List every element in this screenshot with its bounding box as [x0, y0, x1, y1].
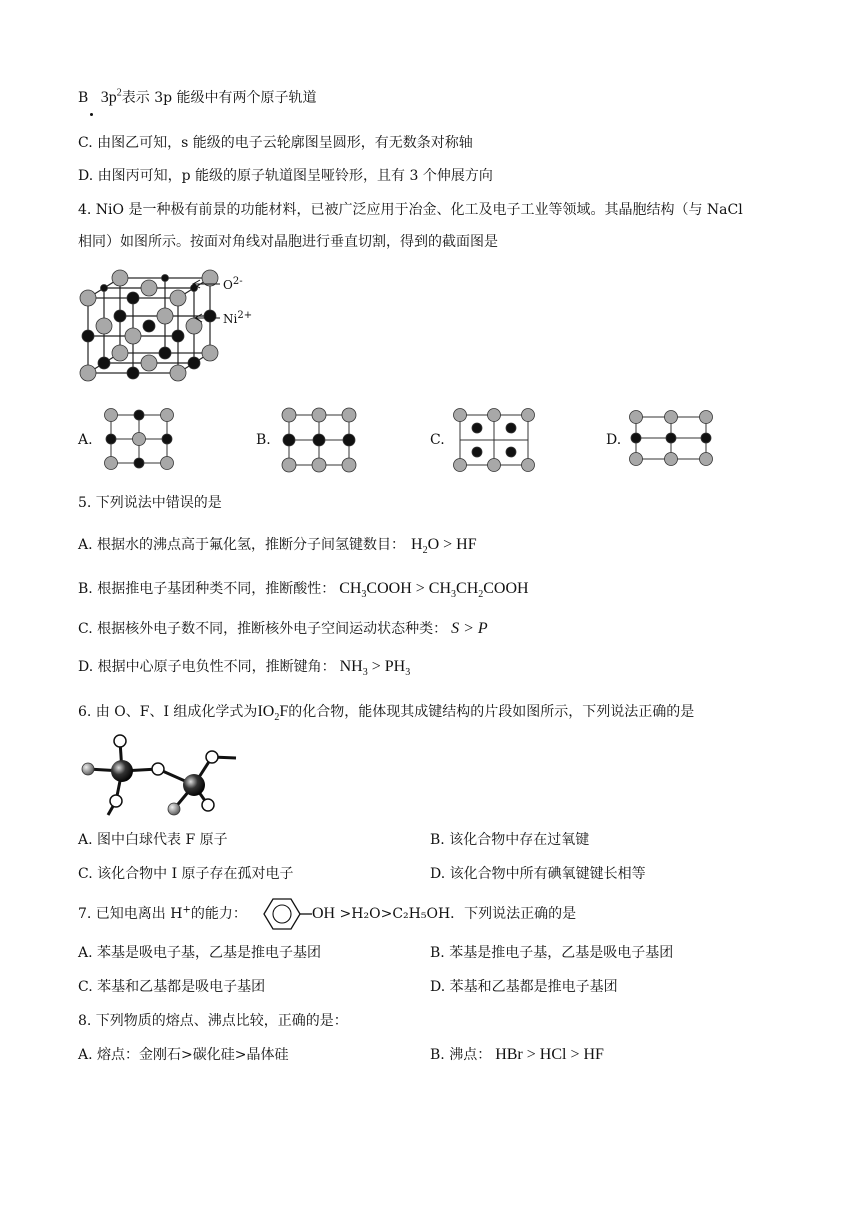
q6-molecule-figure [78, 731, 248, 821]
q8-option-a: A. 熔点：金刚石>碳化硅>晶体硅 [78, 1047, 289, 1063]
q4-option-d-label: D. [606, 432, 622, 448]
benzene-ring-icon [252, 895, 314, 933]
q7-option-a: A. 苯基是吸电子基，乙基是推电子基团 [78, 945, 322, 961]
q5-option-b: B. 根据推电子基团种类不同，推断酸性： $CH_3COOH$ > $CH_3CH_2COOH$ [78, 580, 529, 601]
q4-option-b-figure [281, 407, 357, 473]
q7-stem-tail: OH >H₂O>C₂H₅OH．下列说法正确的是 [312, 905, 577, 922]
q3-b-text: 表示 3p 能级中有两个原子轨道 [121, 90, 317, 106]
q3-option-d: D. 由图丙可知，p 能级的原子轨道图呈哑铃形，且有 3 个伸展方向 [78, 168, 493, 184]
q4-option-d-figure [629, 409, 719, 471]
q6-option-c: C. 该化合物中 I 原子存在孤对电子 [78, 866, 294, 882]
q7-stem: 7. 已知电离出 H+的能力： [78, 904, 247, 922]
q4-option-a-figure [104, 409, 174, 473]
q6-option-b: B. 该化合物中存在过氧键 [430, 832, 590, 848]
q8-option-b: B. 沸点： HBr > HCl > HF [430, 1046, 604, 1063]
q4-option-a-label: A. [78, 432, 93, 448]
q6-option-a: A. 图中白球代表 F 原子 [78, 832, 228, 848]
q8-b-formula: HBr > HCl > HF [495, 1046, 604, 1063]
q5-option-c: C. 根据核外电子数不同，推断核外电子空间运动状态种类： S > P [78, 620, 488, 637]
q4-option-c-figure [453, 409, 535, 473]
q8-stem: 8. 下列物质的熔点、沸点比较，正确的是： [78, 1013, 348, 1029]
q3-b-label: B [78, 90, 89, 106]
ni2-label: $Ni^{2+}$ [223, 310, 253, 326]
q4-option-b-label: B. [256, 432, 271, 448]
stray-dot [90, 113, 93, 116]
q5-stem: 5. 下列说法中错误的是 [78, 495, 222, 511]
nio-unit-cell-figure [78, 268, 278, 388]
q5-a-formula: $H_2O$ > HF [411, 536, 477, 557]
q7-option-b: B. 苯基是推电子基，乙基是吸电子基团 [430, 945, 674, 961]
q4-stem-line1: 4. NiO 是一种极有前景的功能材料，已被广泛应用于冶金、化工及电子工业等领域。其晶胞结构（与 NaCl [78, 202, 743, 218]
o2-label: $O^{2-}$ [223, 276, 243, 292]
q5-option-d: D. 根据中心原子电负性不同，推断键角： $NH_3 > PH_3$ [78, 658, 411, 679]
q5-b-formula: $CH_3COOH$ > $CH_3CH_2COOH$ [339, 580, 529, 601]
q7-option-d: D. 苯基和乙基都是推电子基团 [430, 979, 618, 995]
q5-option-a: A. 根据水的沸点高于氟化氢，推断分子间氢键数目： $H_2O$ > HF [78, 536, 477, 557]
q6-stem: 6. 由 O、F、I 组成化学式为$IO_2F$的化合物，能体现其成键结构的片段如图所示，下列说法正确的是 [78, 703, 695, 724]
q3-b-symbol: $3p^2$ [100, 87, 122, 106]
q7-oh: OH [312, 905, 336, 922]
q5-d-formula: $NH_3 > PH_3$ [339, 658, 411, 679]
q3-option-c: C. 由图乙可知，s 能级的电子云轮廓图呈圆形，有无数条对称轴 [78, 135, 473, 151]
q6-formula: $IO_2F$ [257, 703, 289, 724]
q5-c-formula: S > P [451, 620, 488, 637]
q4-option-c-label: C. [430, 432, 445, 448]
q7-option-c: C. 苯基和乙基都是吸电子基团 [78, 979, 266, 995]
q4-stem-line2: 相同）如图所示。按面对角线对晶胞进行垂直切割，得到的截面图是 [78, 234, 498, 250]
q3-option-b [78, 89, 317, 107]
q6-option-d: D. 该化合物中所有碘氧键键长相等 [430, 866, 646, 882]
